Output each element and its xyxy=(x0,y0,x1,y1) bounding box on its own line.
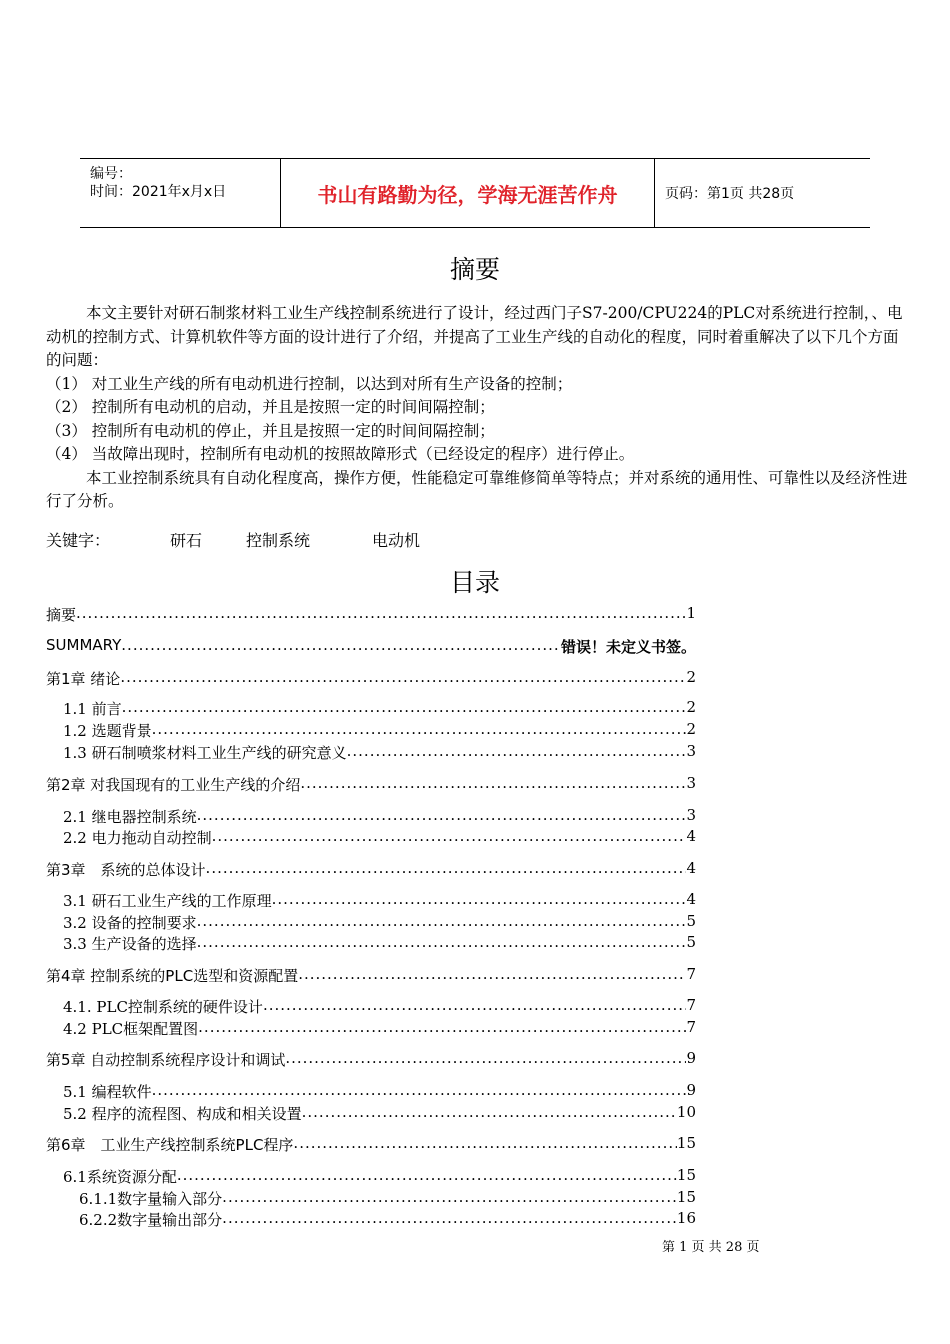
toc-leader xyxy=(272,890,687,911)
toc-leader xyxy=(222,1188,677,1209)
abstract-item: （3） 控制所有电动机的停止，并且是按照一定的时间间隔控制； xyxy=(46,421,495,440)
page-header xyxy=(80,158,870,228)
toc-entry-text: 第3章 系统的总体设计 xyxy=(46,861,206,879)
toc-entry-text: 摘要 xyxy=(46,606,77,624)
toc-entry[interactable] xyxy=(63,827,696,848)
toc-leader xyxy=(293,1134,676,1155)
toc-leader xyxy=(300,774,686,795)
toc-leader xyxy=(222,1209,677,1230)
toc-entry-page: 3 xyxy=(686,806,696,824)
toc-entry-text: 2.2 电力拖动自动控制 xyxy=(63,829,212,847)
toc-entry[interactable] xyxy=(63,1018,696,1039)
toc-entry-page: 1 xyxy=(686,604,696,622)
toc-leader xyxy=(197,806,687,827)
toc-entry-page: 4 xyxy=(686,890,696,908)
toc-leader xyxy=(121,636,561,657)
toc-entry-text: 6.1.1数字量输入部分 xyxy=(79,1190,223,1208)
toc-entry[interactable] xyxy=(63,933,696,954)
toc-entry-page: 2 xyxy=(686,720,696,738)
abstract-body xyxy=(46,302,908,514)
toc-entry-text: 1.2 选题背景 xyxy=(63,722,152,740)
header-page-info: 页码：第1页 共28页 xyxy=(665,186,795,202)
toc-entry-text: 第1章 绪论 xyxy=(46,670,121,688)
toc-entry-page: 3 xyxy=(686,774,696,792)
toc-leader xyxy=(263,996,687,1017)
toc-entry-page: 15 xyxy=(676,1134,696,1152)
toc-entry-page: 9 xyxy=(686,1081,696,1099)
abstract-item: （4） 当故障出现时，控制所有电动机的按照故障形式（已经设定的程序）进行停止。 xyxy=(46,445,635,463)
toc-entry-text: 第6章 工业生产线控制系统PLC程序 xyxy=(46,1136,294,1154)
toc-entry-text: 6.1系统资源分配 xyxy=(63,1168,177,1186)
toc-leader xyxy=(212,827,687,848)
toc-entry[interactable] xyxy=(63,720,696,741)
toc-entry-page: 错误！未定义书签。 xyxy=(560,638,696,656)
abstract-item: （2） 控制所有电动机的启动，并且是按照一定的时间间隔控制； xyxy=(46,398,495,416)
abstract-paragraph: 本工业控制系统具有自动化程度高，操作方便，性能稳定可靠维修简单等特点；并对系统的通用性、可靠性以及经济性进行了分析。 xyxy=(46,468,908,510)
header-motto: 书山有路勤为径，学海无涯苦作舟 xyxy=(281,159,655,227)
toc-entry-text: 3.2 设备的控制要求 xyxy=(63,914,197,932)
toc-entry-page: 5 xyxy=(686,912,696,930)
toc-entry-text: 4.2 PLC框架配置图 xyxy=(63,1020,199,1038)
toc-leader xyxy=(302,1103,677,1124)
keywords-line xyxy=(46,528,420,551)
toc-leader xyxy=(177,1166,677,1187)
toc-entry-text: 5.1 编程软件 xyxy=(63,1083,152,1101)
toc-entry-page: 7 xyxy=(686,996,696,1014)
toc-entry-page: 15 xyxy=(676,1188,696,1206)
toc-leader xyxy=(347,742,687,763)
toc-entry[interactable] xyxy=(46,965,696,986)
toc-entry[interactable] xyxy=(46,774,696,795)
toc-entry[interactable] xyxy=(79,1188,696,1209)
toc-entry-text: 2.1 继电器控制系统 xyxy=(63,808,197,826)
toc-entry-page: 5 xyxy=(686,933,696,951)
toc-entry[interactable] xyxy=(46,1134,696,1155)
abstract-paragraph: 本文主要针对研石制浆材料工业生产线控制系统进行了设计，经过西门子S7-200/CPU224的PLC对系统进行控制，、电动机的控制方式、计算机软件等方面的设计进行了介绍，并提高了工业生产线的自动化的程度，同时着重解决了以下几个方面的问题： xyxy=(46,304,903,369)
toc-entry-text: 第5章 自动控制系统程序设计和调试 xyxy=(46,1051,286,1069)
toc-leader xyxy=(285,1049,686,1070)
toc-entry[interactable] xyxy=(46,668,696,689)
toc-entry-text: 第4章 控制系统的PLC选型和资源配置 xyxy=(46,967,299,985)
toc-entry-text: 3.3 生产设备的选择 xyxy=(63,935,197,953)
toc-leader xyxy=(197,912,687,933)
toc-leader xyxy=(197,933,687,954)
toc-entry-text: 第2章 对我国现有的工业生产线的介绍 xyxy=(46,776,301,794)
toc-entry-text: SUMMARY xyxy=(46,636,122,654)
toc-entry-text: 1.3 研石制喷浆材料工业生产线的研究意义 xyxy=(63,744,347,762)
page-footer: 第 1 页 共 28 页 xyxy=(662,1240,760,1255)
toc-entry[interactable] xyxy=(46,1049,696,1070)
toc-entry[interactable] xyxy=(63,1081,696,1102)
keyword-item: 控制系统 xyxy=(246,531,311,550)
abstract-item: （1） 对工业生产线的所有电动机进行控制，以达到对所有生产设备的控制； xyxy=(46,374,573,393)
toc-entry[interactable] xyxy=(63,912,696,933)
toc-entry-page: 7 xyxy=(686,965,696,983)
keyword-item: 电动机 xyxy=(372,531,421,550)
toc-entry-text: 3.1 研石工业生产线的工作原理 xyxy=(63,892,272,910)
toc-entry-page: 4 xyxy=(686,859,696,877)
toc-entry[interactable] xyxy=(63,890,696,911)
toc-entry[interactable] xyxy=(79,1209,696,1230)
toc-leader xyxy=(206,859,687,880)
toc-leader xyxy=(76,604,686,625)
toc-entry-page: 3 xyxy=(686,742,696,760)
abstract-title: 摘要 xyxy=(449,255,500,284)
toc-entry[interactable] xyxy=(46,859,696,880)
document-time-label: 时间：2021年x月x日 xyxy=(90,184,227,200)
toc-leader xyxy=(198,1018,686,1039)
toc-entry-page: 2 xyxy=(686,698,696,716)
toc-entry[interactable] xyxy=(46,604,696,625)
keywords-label: 关键字： xyxy=(46,531,111,550)
toc-entry[interactable] xyxy=(63,1103,696,1124)
toc-entry-page: 7 xyxy=(686,1018,696,1036)
toc-entry-page: 9 xyxy=(686,1049,696,1067)
toc-leader xyxy=(298,965,686,986)
toc-leader xyxy=(122,698,687,719)
toc-entry[interactable] xyxy=(63,698,696,719)
toc-leader xyxy=(152,1081,687,1102)
header-meta-cell xyxy=(80,159,281,227)
toc-leader xyxy=(152,720,687,741)
toc-entry-page: 2 xyxy=(686,668,696,686)
toc-entry[interactable] xyxy=(63,1166,696,1187)
toc-entry-page: 15 xyxy=(676,1166,696,1184)
toc-entry-text: 5.2 程序的流程图、构成和相关设置 xyxy=(63,1105,302,1123)
toc-entry-text: 6.2.2数字量输出部分 xyxy=(79,1211,223,1229)
toc-leader xyxy=(120,668,686,689)
toc-entry-text: 4.1. PLC控制系统的硬件设计 xyxy=(63,998,263,1016)
toc-entry[interactable] xyxy=(63,806,696,827)
toc-entry[interactable] xyxy=(63,742,696,763)
toc-entry[interactable] xyxy=(63,996,696,1017)
toc-entry-page: 10 xyxy=(676,1103,696,1121)
document-number-label: 编号： xyxy=(90,166,132,182)
toc-entry-text: 1.1 前言 xyxy=(63,700,122,718)
toc-entry-page: 4 xyxy=(686,827,696,845)
keyword-item: 研石 xyxy=(170,531,203,550)
toc-title: 目录 xyxy=(449,568,500,597)
toc-entry-page: 16 xyxy=(676,1209,696,1227)
toc-entry[interactable] xyxy=(46,636,696,657)
